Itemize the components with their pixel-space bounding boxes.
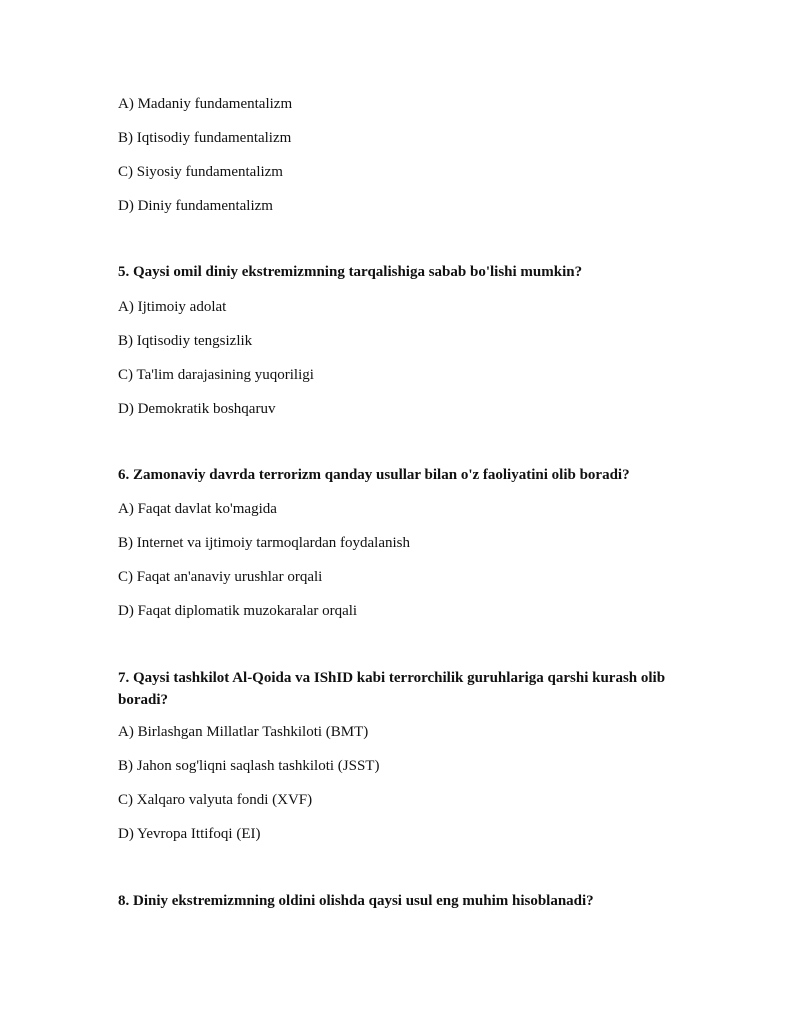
option-prev-c: C) Siyosiy fundamentalizm [118,164,283,180]
option-prev-d: D) Diniy fundamentalizm [118,198,273,214]
question-5-option-b: B) Iqtisodiy tengsizlik [118,333,253,349]
question-6-option-c: C) Faqat an'anaviy urushlar orqali [118,569,323,585]
question-5-option-a: A) Ijtimoiy adolat [118,299,227,315]
question-6: 6. Zamonaviy davrda terrorizm qanday usullar bilan o'z faoliyatini olib boradi? [118,467,630,483]
question-7: 7. Qaysi tashkilot Al-Qoida va IShID kabi terrorchilik guruhlariga qarshi kurash olib boradi? [118,670,666,708]
question-7-option-a: A) Birlashgan Millatlar Tashkiloti (BMT) [118,724,369,740]
question-6-option-b: B) Internet va ijtimoiy tarmoqlardan foydalanish [118,535,411,551]
question-7-option-b: B) Jahon sog'liqni saqlash tashkiloti (JSST) [118,758,380,774]
question-5-option-d: D) Demokratik boshqaruv [118,401,276,417]
question-7-option-c: C) Xalqaro valyuta fondi (XVF) [118,792,313,808]
question-6-option-d: D) Faqat diplomatik muzokaralar orqali [118,603,358,619]
option-prev-a: A) Madaniy fundamentalizm [118,96,293,112]
question-5-option-c: C) Ta'lim darajasining yuqoriligi [118,367,314,383]
option-prev-b: B) Iqtisodiy fundamentalizm [118,130,292,146]
question-7-option-d: D) Yevropa Ittifoqi (EI) [118,826,261,842]
question-5: 5. Qaysi omil diniy ekstremizmning tarqalishiga sabab bo'lishi mumkin? [118,264,583,280]
question-6-option-a: A) Faqat davlat ko'magida [118,501,277,517]
question-8: 8. Diniy ekstremizmning oldini olishda qaysi usul eng muhim hisoblanadi? [118,893,594,909]
